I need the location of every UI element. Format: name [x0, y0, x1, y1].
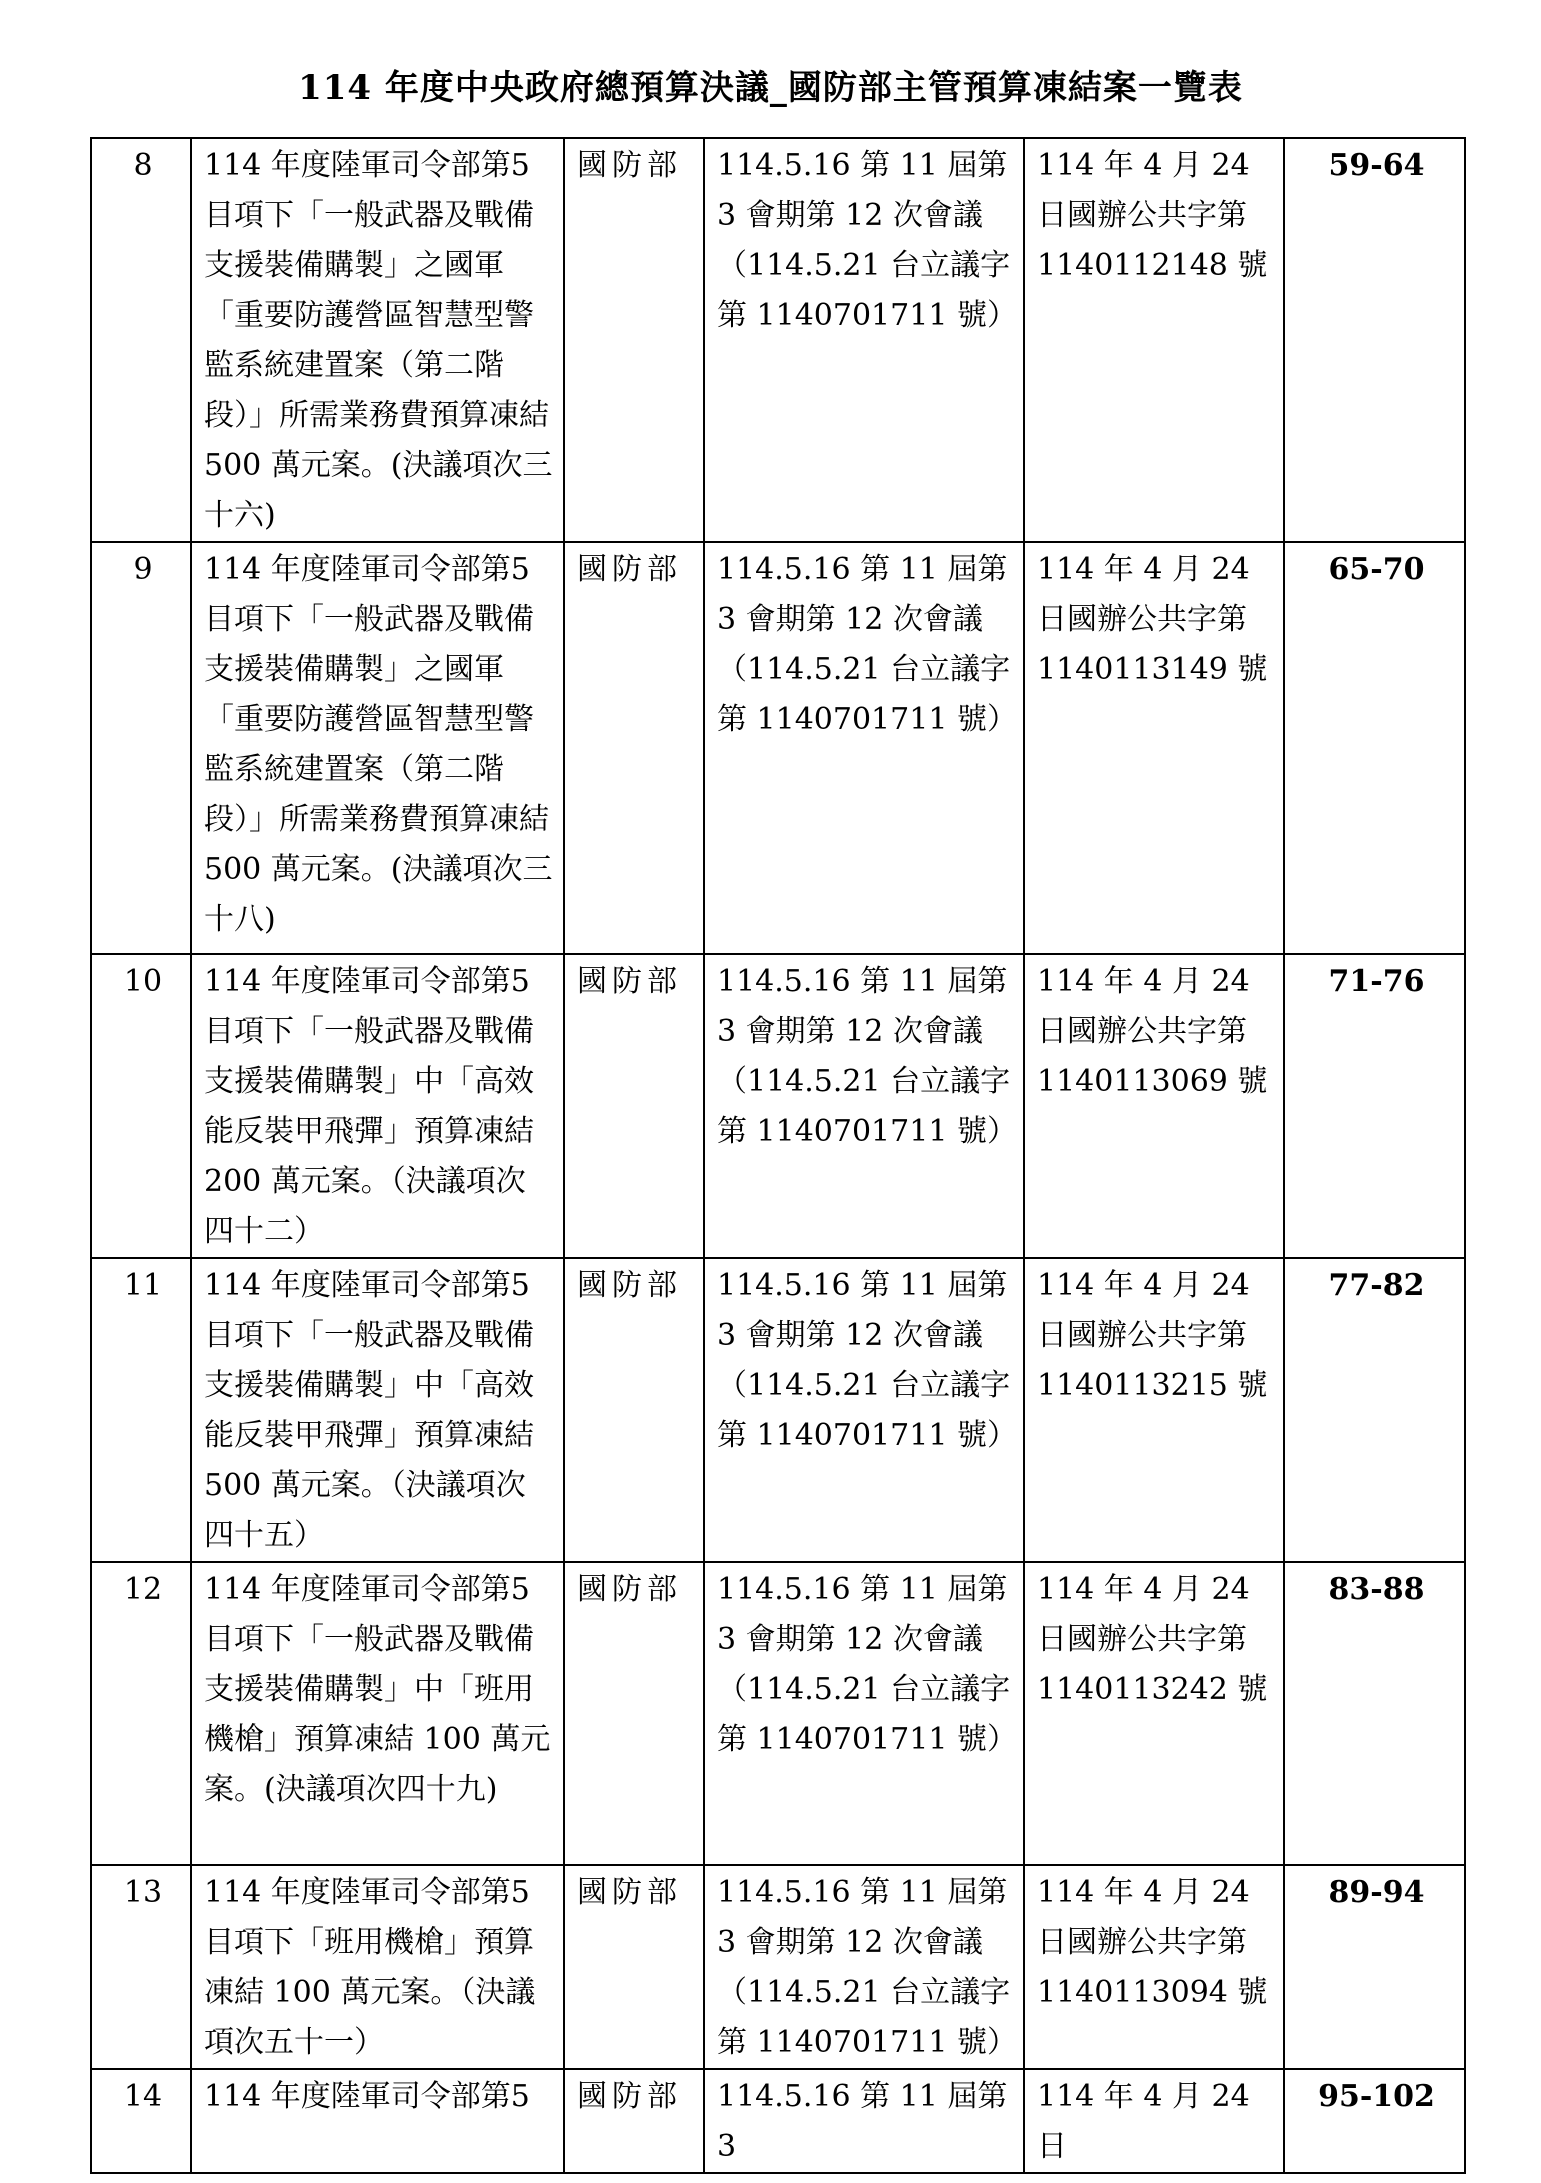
- document-number: 114 年 4 月 24 日國辦公共字第 1140113149 號: [1024, 542, 1284, 954]
- agency: 國防部: [564, 138, 704, 542]
- document-number: 114 年 4 月 24 日國辦公共字第 1140113215 號: [1024, 1258, 1284, 1562]
- meeting-info: 114.5.16 第 11 屆第 3 會期第 12 次會議（114.5.21 台立議字第 1140701711 號）: [704, 542, 1024, 954]
- row-number: 8: [91, 138, 191, 542]
- agency: 國防部: [564, 954, 704, 1258]
- page-range: 71-76: [1284, 954, 1465, 1258]
- table-row: [91, 954, 1465, 1258]
- case-description: 114 年度陸軍司令部第5: [191, 2069, 564, 2173]
- agency: 國防部: [564, 1562, 704, 1865]
- row-number: 10: [91, 954, 191, 1258]
- meeting-info: 114.5.16 第 11 屆第 3 會期第 12 次會議（114.5.21 台立議字第 1140701711 號）: [704, 954, 1024, 1258]
- case-description: 114 年度陸軍司令部第5目項下「一般武器及戰備支援裝備購製」中「高效能反裝甲飛彈」預算凍結 500 萬元案。（決議項次四十五）: [191, 1258, 564, 1562]
- page-title: 114 年度中央政府總預算決議_國防部主管預算凍結案一覽表: [298, 68, 1243, 108]
- document-number: 114 年 4 月 24 日: [1024, 2069, 1284, 2173]
- page-range: 89-94: [1284, 1865, 1465, 2069]
- case-description: 114 年度陸軍司令部第5目項下「一般武器及戰備支援裝備購製」中「高效能反裝甲飛彈」預算凍結 200 萬元案。（決議項次四十二）: [191, 954, 564, 1258]
- table-row: [91, 1258, 1465, 1562]
- meeting-info: 114.5.16 第 11 屆第 3 會期第 12 次會議（114.5.21 台立議字第 1140701711 號）: [704, 1865, 1024, 2069]
- meeting-info: 114.5.16 第 11 屆第 3: [704, 2069, 1024, 2173]
- document-number: 114 年 4 月 24 日國辦公共字第 1140113242 號: [1024, 1562, 1284, 1865]
- row-number: 13: [91, 1865, 191, 2069]
- case-description: 114 年度陸軍司令部第5目項下「一般武器及戰備支援裝備購製」之國軍「重要防護營區智慧型警監系統建置案（第二階段）」所需業務費預算凍結 500 萬元案。(決議項次三十六): [191, 138, 564, 542]
- meeting-info: 114.5.16 第 11 屆第 3 會期第 12 次會議（114.5.21 台立議字第 1140701711 號）: [704, 1562, 1024, 1865]
- meeting-info: 114.5.16 第 11 屆第 3 會期第 12 次會議（114.5.21 台立議字第 1140701711 號）: [704, 138, 1024, 542]
- table-row: [91, 1865, 1465, 2069]
- case-description: 114 年度陸軍司令部第5目項下「一般武器及戰備支援裝備購製」中「班用機槍」預算凍結 100 萬元案。(決議項次四十九): [191, 1562, 564, 1865]
- case-description: 114 年度陸軍司令部第5目項下「一般武器及戰備支援裝備購製」之國軍「重要防護營區智慧型警監系統建置案（第二階段）」所需業務費預算凍結 500 萬元案。(決議項次三十八): [191, 542, 564, 954]
- case-description: 114 年度陸軍司令部第5目項下「班用機槍」預算凍結 100 萬元案。（決議項次五十一）: [191, 1865, 564, 2069]
- agency: 國防部: [564, 1258, 704, 1562]
- page-range: 83-88: [1284, 1562, 1465, 1865]
- document-number: 114 年 4 月 24 日國辦公共字第 1140112148 號: [1024, 138, 1284, 542]
- row-number: 14: [91, 2069, 191, 2173]
- freeze-case-table: [90, 137, 1466, 2174]
- agency: 國防部: [564, 1865, 704, 2069]
- page-range: 77-82: [1284, 1258, 1465, 1562]
- row-number: 12: [91, 1562, 191, 1865]
- page-range: 59-64: [1284, 138, 1465, 542]
- row-number: 11: [91, 1258, 191, 1562]
- table-row: [91, 138, 1465, 542]
- agency: 國防部: [564, 542, 704, 954]
- table-row: [91, 2069, 1465, 2173]
- table-row: [91, 542, 1465, 954]
- page-range: 95-102: [1284, 2069, 1465, 2173]
- page-range: 65-70: [1284, 542, 1465, 954]
- document-number: 114 年 4 月 24 日國辦公共字第 1140113094 號: [1024, 1865, 1284, 2069]
- row-number: 9: [91, 542, 191, 954]
- document-number: 114 年 4 月 24 日國辦公共字第 1140113069 號: [1024, 954, 1284, 1258]
- meeting-info: 114.5.16 第 11 屆第 3 會期第 12 次會議（114.5.21 台立議字第 1140701711 號）: [704, 1258, 1024, 1562]
- table-row: [91, 1562, 1465, 1865]
- agency: 國防部: [564, 2069, 704, 2173]
